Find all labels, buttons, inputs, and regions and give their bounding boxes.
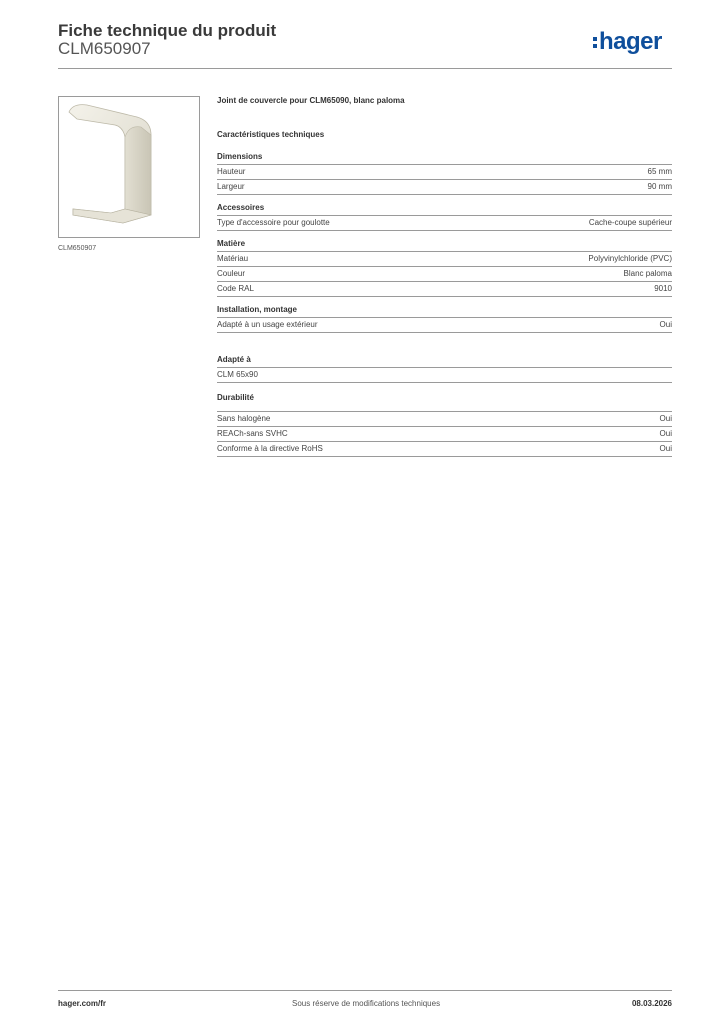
product-image (58, 96, 200, 238)
group-title: Dimensions (217, 152, 672, 165)
spec-row (217, 180, 672, 195)
spec-value: Oui (659, 429, 672, 438)
spec-label: Matériau (217, 254, 249, 263)
spec-row (217, 318, 672, 333)
image-caption: CLM650907 (58, 245, 97, 252)
logo-text: hager (599, 28, 662, 55)
group-matiere (217, 239, 672, 297)
logo-dots-icon (593, 37, 597, 48)
spec-row (217, 368, 672, 383)
spec-value: Oui (659, 444, 672, 453)
cover-joint-illustration-icon (59, 97, 199, 237)
group-installation (217, 305, 672, 333)
spec-value: Cache-coupe supérieur (588, 218, 672, 227)
product-description: Joint de couvercle pour CLM65090, blanc paloma (217, 96, 405, 105)
group-durabilite (217, 393, 672, 457)
header-divider (58, 68, 672, 69)
hager-logo (593, 28, 662, 56)
spec-content (217, 96, 672, 457)
spec-row (217, 165, 672, 180)
spec-label: Adapté à un usage extérieur (217, 320, 318, 329)
footer-notice: Sous réserve de modifications techniques (292, 999, 441, 1008)
page-title: Fiche technique du produit (58, 21, 277, 40)
group-dimensions (217, 152, 672, 195)
footer-date: 08.03.2026 (631, 999, 672, 1008)
spec-label: REACh-sans SVHC (217, 429, 288, 438)
spec-value: 9010 (654, 284, 672, 293)
spec-label: Sans halogène (217, 414, 271, 423)
section-title: Caractéristiques techniques (217, 130, 325, 139)
group-adapte (217, 355, 672, 383)
spec-label: CLM 65x90 (217, 370, 258, 379)
group-title: Accessoires (217, 203, 672, 216)
group-title: Installation, montage (217, 305, 672, 318)
spec-row (217, 411, 672, 427)
spec-label: Code RAL (217, 284, 254, 293)
spec-row (217, 442, 672, 457)
group-title: Matière (217, 239, 672, 252)
spec-row (217, 252, 672, 267)
spec-label: Couleur (217, 269, 246, 278)
spec-row (217, 282, 672, 297)
product-reference: CLM650907 (58, 39, 151, 58)
spec-value: Polyvinylchloride (PVC) (588, 254, 672, 263)
group-title: Adapté à (217, 355, 672, 368)
group-title: Durabilité (217, 393, 254, 402)
spec-value: Oui (659, 320, 672, 329)
footer-divider (58, 990, 672, 991)
spec-value: 90 mm (647, 182, 672, 191)
spec-label: Hauteur (217, 167, 246, 176)
spec-value: Oui (659, 414, 672, 423)
footer-website-link[interactable]: hager.com/fr (58, 999, 107, 1008)
spec-value: 65 mm (647, 167, 672, 176)
group-accessoires (217, 203, 672, 231)
spec-row (217, 216, 672, 231)
spec-value: Blanc paloma (623, 269, 672, 278)
spec-label: Type d'accessoire pour goulotte (217, 218, 330, 227)
spec-label: Largeur (217, 182, 245, 191)
spec-label: Conforme à la directive RoHS (217, 444, 323, 453)
spec-row (217, 427, 672, 442)
spec-row (217, 267, 672, 282)
